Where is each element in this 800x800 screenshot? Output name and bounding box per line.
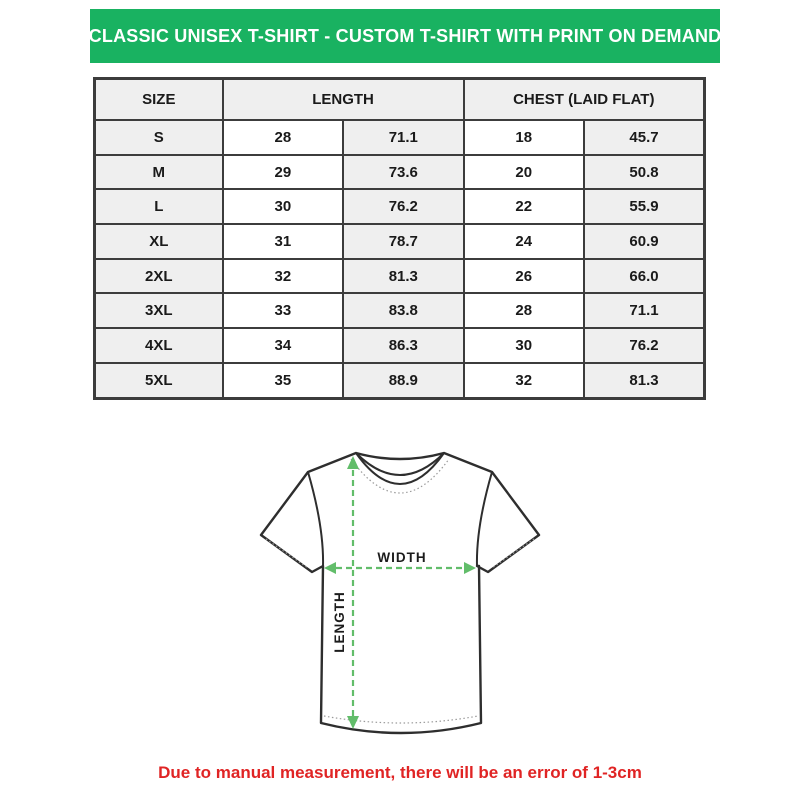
width-label: WIDTH	[377, 550, 427, 565]
measurement-cell: 32	[223, 259, 343, 294]
size-row-s	[95, 120, 705, 155]
size-cell: M	[95, 155, 223, 190]
measurement-cell: 76.2	[343, 189, 463, 224]
measurement-cell: 60.9	[584, 224, 705, 259]
title-banner	[90, 9, 720, 63]
measurement-cell: 86.3	[343, 328, 463, 363]
size-cell: 3XL	[95, 293, 223, 328]
measurement-cell: 76.2	[584, 328, 705, 363]
measurement-cell: 26	[464, 259, 584, 294]
measurement-cell: 66.0	[584, 259, 705, 294]
page-title: CLASSIC UNISEX T-SHIRT - CUSTOM T-SHIRT WITH PRINT ON DEMAND	[88, 25, 722, 46]
measurement-cell: 35	[223, 363, 343, 399]
table-header-row	[95, 79, 705, 121]
size-cell: XL	[95, 224, 223, 259]
length-label: LENGTH	[332, 591, 347, 653]
measurement-cell: 55.9	[584, 189, 705, 224]
col-header-length: LENGTH	[223, 79, 464, 121]
measurement-cell: 22	[464, 189, 584, 224]
size-row-5xl	[95, 363, 705, 399]
measurement-cell: 33	[223, 293, 343, 328]
measurement-cell: 71.1	[343, 120, 463, 155]
col-header-size: SIZE	[95, 79, 223, 121]
measurement-cell: 81.3	[343, 259, 463, 294]
size-cell: 4XL	[95, 328, 223, 363]
measurement-cell: 28	[464, 293, 584, 328]
measurement-note: Due to manual measurement, there will be an error of 1-3cm	[158, 763, 642, 782]
measurement-cell: 73.6	[343, 155, 463, 190]
measurement-cell: 83.8	[343, 293, 463, 328]
measurement-cell: 20	[464, 155, 584, 190]
measurement-cell: 71.1	[584, 293, 705, 328]
size-row-m	[95, 155, 705, 190]
size-cell: L	[95, 189, 223, 224]
measurement-cell: 34	[223, 328, 343, 363]
measurement-cell: 29	[223, 155, 343, 190]
measurement-cell: 78.7	[343, 224, 463, 259]
measurement-cell: 30	[223, 189, 343, 224]
size-row-3xl	[95, 293, 705, 328]
measurement-cell: 18	[464, 120, 584, 155]
size-cell: S	[95, 120, 223, 155]
tshirt-measurement-diagram	[240, 435, 560, 755]
size-row-l	[95, 189, 705, 224]
size-row-2xl	[95, 259, 705, 294]
measurement-cell: 88.9	[343, 363, 463, 399]
measurement-cell: 81.3	[584, 363, 705, 399]
col-header-chest: CHEST (LAID FLAT)	[464, 79, 705, 121]
measurement-cell: 45.7	[584, 120, 705, 155]
measurement-cell: 24	[464, 224, 584, 259]
tshirt-drawing	[240, 435, 560, 755]
size-chart-table	[93, 77, 706, 400]
size-cell: 2XL	[95, 259, 223, 294]
measurement-cell: 31	[223, 224, 343, 259]
tshirt-outline	[261, 453, 539, 733]
size-cell: 5XL	[95, 363, 223, 399]
measurement-cell: 28	[223, 120, 343, 155]
measurement-cell: 30	[464, 328, 584, 363]
size-row-xl	[95, 224, 705, 259]
size-row-4xl	[95, 328, 705, 363]
measurement-cell: 50.8	[584, 155, 705, 190]
measurement-cell: 32	[464, 363, 584, 399]
